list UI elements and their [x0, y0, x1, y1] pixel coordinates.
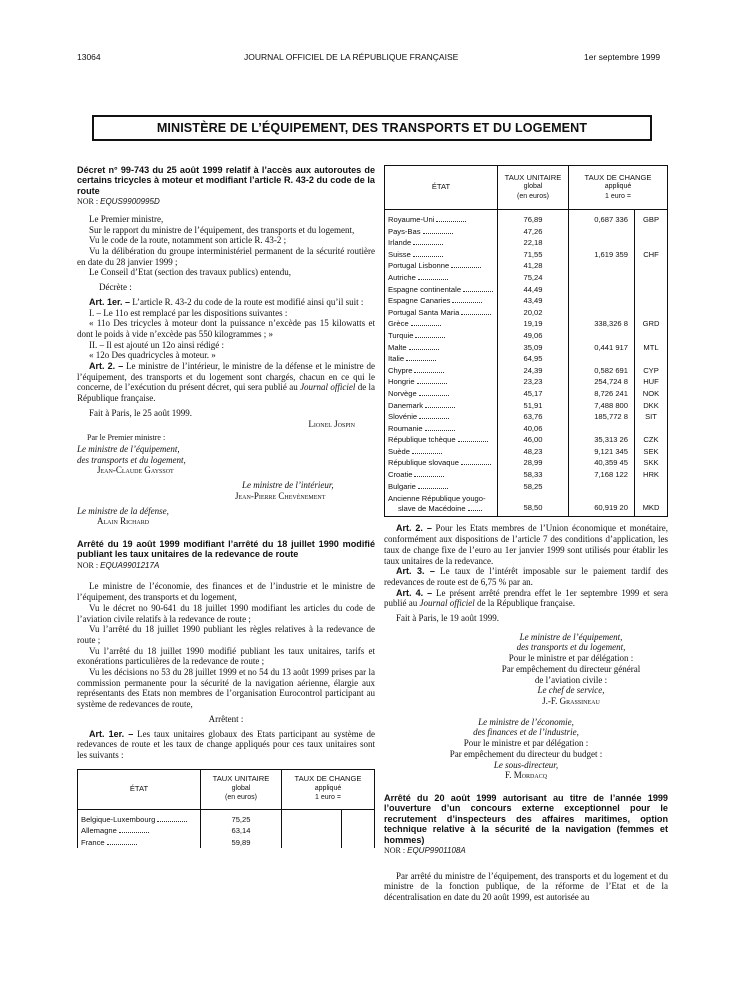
rate-cell: 46,00 — [498, 434, 569, 446]
fx-cell — [569, 260, 635, 272]
arrete-article-4: Art. 4. – Le présent arrêté prendra effet le 1er septembre 1999 et sera publié au Journal officiel de la République française. — [384, 587, 668, 609]
rate-cell: 63,76 — [498, 411, 569, 423]
state-cell: Hongrie — [385, 376, 498, 388]
decree-para: Vu le code de la route, notamment son article R. 43-2 ; — [89, 235, 287, 246]
arrete-article-3: Art. 3. – Le taux de l’intérêt imposable sur le paiement tardif des redevances de route est de 6,75 % par an. — [384, 566, 668, 587]
rate-cell: 64,95 — [498, 353, 569, 365]
decree-para: Le Premier ministre, — [89, 213, 164, 224]
arrete-article-1: Art. 1er. – Les taux unitaires globaux des Etats participant au système de redevances de route et les taux de change appliqués pour ces taux unitaires sont les suivants : — [77, 728, 376, 760]
state-cell: Bulgarie — [385, 481, 498, 493]
code-cell: SEK — [635, 446, 668, 458]
table-row — [385, 237, 668, 249]
rate-cell: 44,49 — [498, 284, 569, 296]
rate-cell: 76,89 — [498, 210, 569, 226]
fx-cell: 0,687 336 — [569, 210, 635, 226]
fx-cell: 185,772 8 — [569, 411, 635, 423]
code-cell: CZK — [635, 434, 668, 446]
fx-cell — [569, 353, 635, 365]
table-row — [385, 457, 668, 469]
table-row — [385, 342, 668, 354]
arrete-para: Vu l’arrêté du 18 juillet 1990 modifié publiant les taux unitaires, tarifs et exonérations particulières de la redevance de route ; — [77, 645, 375, 667]
arrete-title: Arrêté du 19 août 1999 modifiant l’arrêté du 18 juillet 1990 modifié publiant les taux unitaires de la redevance de route — [77, 538, 375, 560]
rate-cell: 49,06 — [498, 330, 569, 342]
rate-cell: 24,39 — [498, 365, 569, 377]
table-row: France 59,89 — [78, 837, 375, 849]
col-state-header: ÉTAT — [78, 769, 201, 809]
arrete-para: Le ministre de l’économie, des finances et de l’industrie et le ministre de l’équipement, des transports et du logement, — [77, 581, 375, 603]
decree-by-pm: Par le Premier ministre : — [87, 433, 166, 443]
issue-date: 1er septembre 1999 — [584, 52, 661, 62]
decree-sig-defense-name: Alain Richard — [97, 516, 150, 527]
code-cell: CHF — [635, 249, 668, 261]
ministry-banner: MINISTÈRE DE L’ÉQUIPEMENT, DES TRANSPORTS ET DU LOGEMENT — [92, 115, 652, 141]
table-row — [385, 376, 668, 388]
decree-para: Vu la délibération du groupe interministériel permanent de la sécurité routière en date du 28 janvier 1999 ; — [77, 246, 375, 267]
arrete-signature-equip: Le ministre de l’équipement, des transports et du logement, Pour le ministre et par délégation : Par empêchement du directeur général de l’aviation civile : Le chef de service, J.-F. Grassineau — [501, 631, 641, 706]
arrete2-nor: NOR : EQUP9901108A — [384, 845, 466, 855]
fx-cell — [569, 330, 635, 342]
decree-article-1: Art. 1er. – L’article R. 43-2 du code de la route est modifié ainsi qu’il suit : — [89, 296, 364, 307]
arrete-para: Vu les décisions no 53 du 28 juillet 1999 et no 54 du 13 août 1999 prises par la commission permanente pour la sécurité de la navigation aérienne, élargie aux représentants des Etats non membres de l’organisation Eurocontrol participant au système de redevances de route, — [77, 667, 375, 710]
code-cell: HRK — [635, 469, 668, 481]
state-cell: Suisse — [385, 249, 498, 261]
state-cell: Autriche — [385, 272, 498, 284]
right-column — [384, 165, 668, 903]
rate-cell: 51,91 — [498, 400, 569, 412]
state-cell: Italie — [385, 353, 498, 365]
col-state-header: ÉTAT — [385, 166, 498, 210]
fx-cell — [569, 307, 635, 319]
fx-cell: 0,441 917 — [569, 342, 635, 354]
decree-signer: Lionel Jospin — [308, 418, 355, 429]
state-cell: Pays-Bas — [385, 226, 498, 238]
fx-cell — [569, 226, 635, 238]
state-cell: Malte — [385, 342, 498, 354]
rate-cell: 48,23 — [498, 446, 569, 458]
state-cell: Irlande — [385, 237, 498, 249]
decree-sig-interior-name: Jean-Pierre Chevènement — [235, 490, 326, 501]
table-row — [385, 272, 668, 284]
fx-cell: 0,582 691 — [569, 365, 635, 377]
table-row — [385, 411, 668, 423]
code-cell: SKK — [635, 457, 668, 469]
code-cell — [635, 353, 668, 365]
fx-cell: 7,488 800 — [569, 400, 635, 412]
decree-para: « 11o Des tricycles à moteur dont la puissance n’excède pas 15 kilowatts et dont le poids à vide n’excède pas 550 kilogrammes ; » — [77, 318, 375, 339]
code-cell: DKK — [635, 400, 668, 412]
decree-decrete: Décrète : — [99, 282, 132, 293]
page-number: 13064 — [77, 52, 101, 62]
left-column — [77, 165, 375, 848]
arrete-para: Vu le décret no 90-641 du 18 juillet 1990 modifiant les articles du code de l’aviation civile relatifs à la redevance de route ; — [77, 602, 375, 624]
table-row — [385, 446, 668, 458]
table-row — [385, 330, 668, 342]
code-cell — [635, 272, 668, 284]
table-row — [385, 365, 668, 377]
fx-cell — [569, 284, 635, 296]
code-cell — [635, 481, 668, 493]
arrete2-title: Arrêté du 20 août 1999 autorisant au titre de l’année 1999 l’ouverture d’un concours externe exceptionnel pour le recrutement d’inspecteurs des affaires maritimes, option technique relative à la sécurité de la navigation (femmes et hommes) — [384, 792, 668, 845]
code-cell: GBP — [635, 210, 668, 226]
state-cell: République tchèque — [385, 434, 498, 446]
journal-title: JOURNAL OFFICIEL DE LA RÉPUBLIQUE FRANÇAISE — [244, 52, 459, 62]
col-rate-header: TAUX UNITAIRE global (en euros) — [201, 769, 282, 809]
decree-sig-defense: Le ministre de la défense, — [77, 505, 169, 516]
table-row — [385, 469, 668, 481]
state-cell: Chypre — [385, 365, 498, 377]
table-row — [385, 318, 668, 330]
fx-cell: 338,326 8 — [569, 318, 635, 330]
table-row — [385, 307, 668, 319]
rate-cell: 47,26 — [498, 226, 569, 238]
table-row — [385, 226, 668, 238]
state-cell: Suède — [385, 446, 498, 458]
fx-cell: 40,359 45 — [569, 457, 635, 469]
rate-cell: 43,49 — [498, 295, 569, 307]
code-cell: CYP — [635, 365, 668, 377]
arrete-arretent: Arrêtent : — [208, 713, 244, 724]
table-row — [385, 400, 668, 412]
rate-cell: 40,06 — [498, 423, 569, 435]
table-row — [385, 481, 668, 493]
code-cell — [635, 330, 668, 342]
arrete-para: Vu l’arrêté du 18 juillet 1990 publiant les règles relatives à la redevance de route ; — [77, 624, 375, 645]
table-row — [385, 249, 668, 261]
state-cell: Espagne Canaries — [385, 295, 498, 307]
code-cell — [635, 226, 668, 238]
decree-title: Décret n° 99-743 du 25 août 1999 relatif à l’accès aux autoroutes de certains tricycles à moteur et modifiant l’article R. 43-2 du code de la route — [77, 165, 375, 196]
code-cell — [635, 295, 668, 307]
code-cell — [635, 423, 668, 435]
fx-cell — [569, 423, 635, 435]
decree-sig-equip: Le ministre de l’équipement, — [77, 443, 180, 454]
table-row — [385, 260, 668, 272]
table-row — [385, 210, 668, 226]
fx-cell — [569, 481, 635, 493]
decree-sig-interior: Le ministre de l’intérieur, — [242, 480, 334, 491]
state-cell: Royaume-Uni — [385, 210, 498, 226]
decree-para: II. – Il est ajouté un 12o ainsi rédigé : — [89, 339, 224, 350]
decree-para: « 12o Des quadricycles à moteur. » — [89, 350, 216, 361]
code-cell — [635, 284, 668, 296]
rate-cell: 45,17 — [498, 388, 569, 400]
rate-cell: 71,55 — [498, 249, 569, 261]
arrete2-para: Par arrêté du ministre de l’équipement, des transports et du logement et du ministre de la fonction publique, de la réforme de l’Etat et de la décentralisation en date du 20 août 1999, est autorisée au — [384, 870, 668, 903]
rate-cell: 22,18 — [498, 237, 569, 249]
col-rate-header: TAUX UNITAIRE global (en euros) — [498, 166, 569, 210]
table-row: Allemagne 63,14 — [78, 825, 375, 837]
decree-para: Le Conseil d’Etat (section des travaux publics) entendu, — [89, 267, 291, 278]
fx-cell — [569, 272, 635, 284]
state-cell: Turquie — [385, 330, 498, 342]
table-row — [385, 295, 668, 307]
rate-cell: 58,25 — [498, 481, 569, 493]
decree-para: Sur le rapport du ministre de l’équipement, des transports et du logement, — [89, 224, 355, 235]
table-row: Belgique-Luxembourg 75,25 — [78, 809, 375, 825]
decree-nor: NOR : EQUS9900995D — [77, 197, 160, 207]
code-cell: NOK — [635, 388, 668, 400]
code-cell: HUF — [635, 376, 668, 388]
table-row — [385, 388, 668, 400]
arrete-signature-economy: Le ministre de l’économie, des finances et de l’industrie, Pour le ministre et par délégation : Par empêchement du directeur du budget : Le sous-directeur, F. Mordacq — [449, 716, 603, 781]
state-cell: République slovaque — [385, 457, 498, 469]
rate-cell: 41,28 — [498, 260, 569, 272]
rate-cell: 23,23 — [498, 376, 569, 388]
table-row — [385, 423, 668, 435]
code-cell: SIT — [635, 411, 668, 423]
code-cell — [635, 237, 668, 249]
fx-cell: 1,619 359 — [569, 249, 635, 261]
arrete-nor: NOR : EQUA9901217A — [77, 560, 160, 570]
state-cell: Danemark — [385, 400, 498, 412]
state-cell: Roumanie — [385, 423, 498, 435]
state-cell: Slovénie — [385, 411, 498, 423]
table-row — [385, 284, 668, 296]
code-cell: MTL — [635, 342, 668, 354]
code-cell — [635, 307, 668, 319]
rates-table-right — [384, 165, 668, 517]
rates-table-left — [77, 769, 375, 849]
fx-cell — [569, 295, 635, 307]
table-row: Ancienne République yougo- slave de Macédoine 58,50 60,919 20 MKD — [385, 492, 668, 517]
code-cell: GRD — [635, 318, 668, 330]
state-cell: Espagne continentale — [385, 284, 498, 296]
arrete-article-2: Art. 2. – Pour les Etats membres de l’Union économique et monétaire, conformément aux dispositions de l’article 7 des conditions d’application, les taux de change fixe de l’euro au 1er janvier 1999 sont utilisés pour établir les taux unitaires de la redevance. — [384, 523, 669, 566]
col-fx-header: TAUX DE CHANGE appliqué 1 euro = — [282, 769, 375, 809]
rate-cell: 20,02 — [498, 307, 569, 319]
fx-cell: 8,726 241 — [569, 388, 635, 400]
rate-cell: 19,19 — [498, 318, 569, 330]
table-row — [385, 353, 668, 365]
rate-cell: 35,09 — [498, 342, 569, 354]
rate-cell: 28,99 — [498, 457, 569, 469]
rate-cell: 75,24 — [498, 272, 569, 284]
decree-article-2: Art. 2. – Le ministre de l’intérieur, le ministre de la défense et le ministre de l’équipement, des transports et du logement sont chargés, chacun en ce qui le concerne, de l’exécution du présent décret, qui sera publié au Journal officiel de la République française. — [77, 361, 376, 404]
decree-done: Fait à Paris, le 25 août 1999. — [89, 407, 192, 418]
fx-cell: 35,313 26 — [569, 434, 635, 446]
decree-sig-equip: des transports et du logement, — [77, 454, 186, 465]
state-cell: Norvège — [385, 388, 498, 400]
decree-para: I. – Le 11o est remplacé par les dispositions suivantes : — [89, 307, 288, 318]
state-cell: Grèce — [385, 318, 498, 330]
code-cell — [635, 260, 668, 272]
rate-cell: 58,33 — [498, 469, 569, 481]
state-cell: Portugal Lisbonne — [385, 260, 498, 272]
fx-cell — [569, 237, 635, 249]
table-row — [385, 434, 668, 446]
col-fx-header: TAUX DE CHANGE appliqué 1 euro = — [569, 166, 668, 210]
fx-cell: 9,121 345 — [569, 446, 635, 458]
decree-sig-equip-name: Jean-Claude Gayssot — [97, 465, 174, 476]
arrete-done: Fait à Paris, le 19 août 1999. — [396, 613, 499, 624]
fx-cell: 7,168 122 — [569, 469, 635, 481]
fx-cell: 254,724 8 — [569, 376, 635, 388]
state-cell: Croatie — [385, 469, 498, 481]
state-cell: Portugal Santa Maria — [385, 307, 498, 319]
